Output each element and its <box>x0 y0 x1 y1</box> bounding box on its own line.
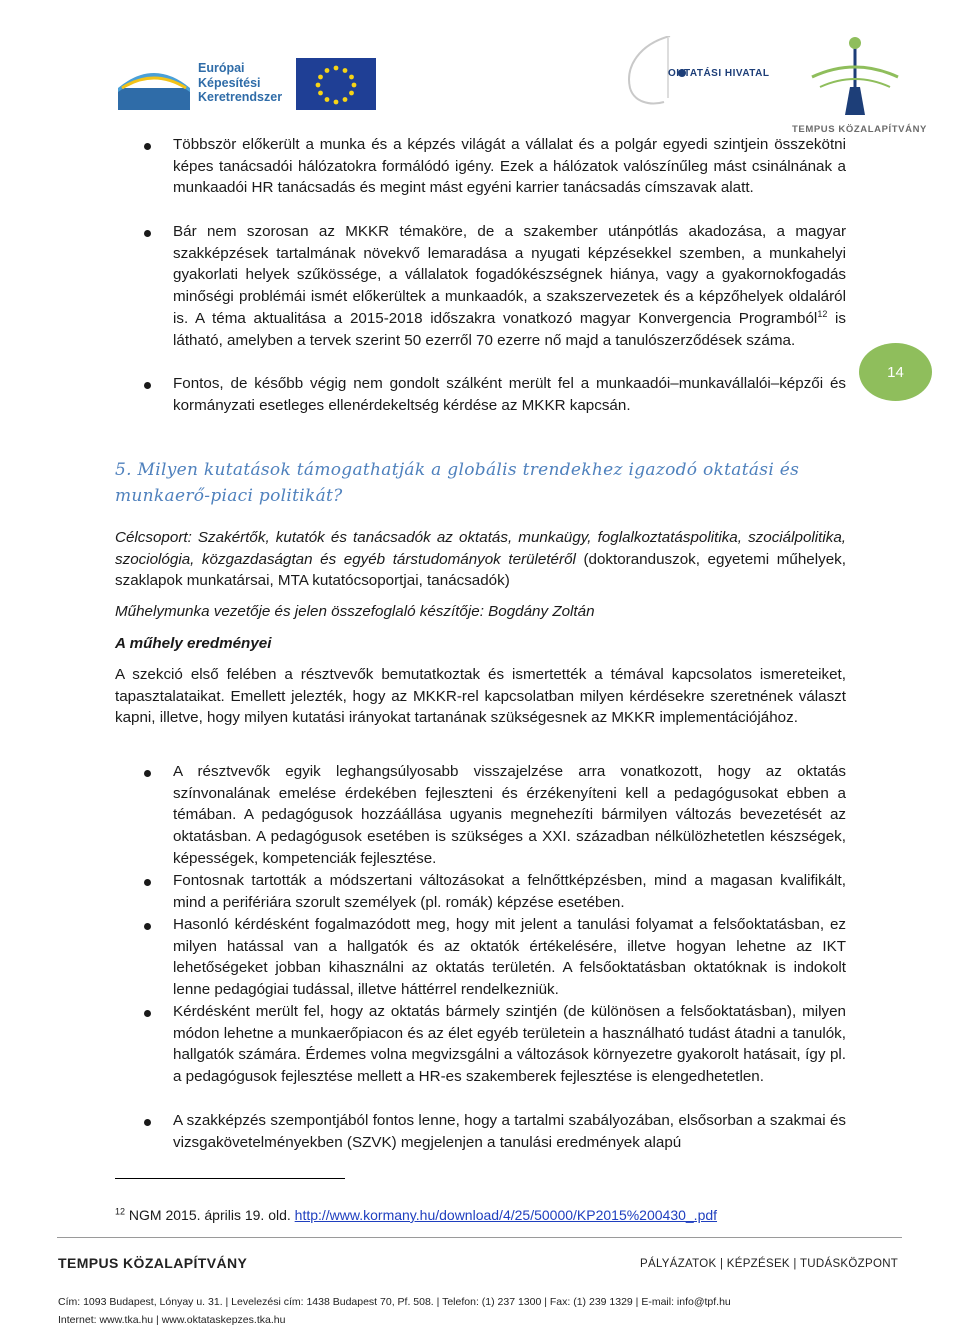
footnote: $^{12}$ NGM 2015. április 19. old. http://www.kormany.hu/download/4/25/50000/KP2015%200430_.pdf <box>115 1206 718 1223</box>
list-item: A szakképzés szempontjából fontos lenne, hogy a tartalmi szabályozában, elsősorban a szakmai és vizsgakövetelményekben (SZVK) megjelenjen a tanulási eredmények alapú <box>173 1112 846 1151</box>
bullet-icon <box>144 143 151 150</box>
ekkr-logo <box>118 58 378 110</box>
list-item: Kérdésként merült fel, hogy az oktatás bármely szintjén (de különösen a felsőoktatásban), milyen módon lehetne a munkaerőpiacon és az élet egyéb területein a használható tudást átadni a tanulók, hallgatók számára. Érdemes volna megvizsgálni a változások környezetre gyakorolt hatásait, így pl. a pedagógusok fejlesztése mellett a HR-es szakemberek fejlesztése is elengedhetetlen. <box>173 1003 846 1086</box>
bullet-icon <box>144 770 151 777</box>
ekkr-logo-text: Európai Képesítési Keretrendszer <box>198 61 283 104</box>
footnote-link[interactable]: http://www.kormany.hu/download/4/25/50000/KP2015%200430_.pdf <box>294 1207 718 1223</box>
footer-address: Cím: 1093 Budapest, Lónyay u. 31. | Levelezési cím: 1438 Budapest 70, Pf. 508. | Telefon: (1) 237 1300 | Fax: (1) 239 1329 | E-mail: info@tpf.hu <box>58 1296 731 1308</box>
intro-paragraph: A szekció első felében a résztvevők bemutatkoztak és ismertették a témával kapcsolatos ismereteiket, tapasztalataikat. Emellett jelezték, hogy az MKKR-rel kapcsolatban milyen kérdésekre szeretnének választ kapni, illetve, hogy milyen kutatási irányokat tartanának szükségesnek az MKKR implementációjához. <box>115 666 846 727</box>
footer-nav: PÁLYÁZATOK | KÉPZÉSEK | TUDÁSKÖZPONT <box>640 1258 899 1270</box>
footer-divider <box>57 1237 902 1238</box>
list-item: Hasonló kérdésként fogalmazódott meg, hogy mit jelent a tanulási folyamat a felsőoktatásban, ez milyen hatással van a hallgatók és az oktatók értékelésére, illetve hogyan lehetne az IKT lehetőségeket jobban kihasználni az oktatás területén. A felsőoktatásban oktatóknak is indokolt lenne pedagógiai tudással, illetve háttérrel rendelkezniük. <box>173 916 846 999</box>
list-item: Fontosnak tartották a módszertani változásokat a felnőttképzésben, mind a magasan kvalifikált, mind a perifériára szorult személyek (pl. romák) képzése esetében. <box>173 872 846 911</box>
footer-web: Internet: www.tka.hu | www.oktataskepzes.tka.hu <box>58 1314 286 1326</box>
bullet-icon <box>144 879 151 886</box>
ekkr-bridge-icon <box>118 58 190 110</box>
list-item: Bár nem szorosan az MKKR témaköre, de a szakember utánpótlás akadozása, a magyar szakképzések tartalmának növekvő lemaradása a nyugati képzésekkel szemben, a munkahelyi gyakorlati helyek szűkössége, a vállalatok fogadókészségnek hiánya, vagy a gyakornokfogadás minőségi problémái ismét előkerültek a munkaadók, a szakszervezetek és a képzőhelyek oldaláról is. A téma aktualitása a 2015-2018 időszakra vonatkozó magyar Konvergencia Programból$^{12}$ is látható, amelyben a tervek szerint 50 ezerről 70 ezerre nő majd a tanulószerződések száma. <box>173 223 846 349</box>
page-number-badge: 14 <box>859 343 932 401</box>
bullet-icon <box>144 382 151 389</box>
tempus-emblem-icon <box>790 35 920 123</box>
footnote-ref: 12 <box>817 308 828 319</box>
results-title: A műhely eredményei <box>115 635 272 652</box>
target-group: Célcsoport: Szakértők, kutatók és tanácsadók az oktatás, munkaügy, foglalkoztatáspolitika, szociálpolitika, szociológia, közgazdaságtan és egyéb társtudományok területéről (doktoranduszok, egyetemi műhelyek, szaklapok munkatársai, MTA kutatócsoportjai, tanácsadók) <box>115 529 846 590</box>
oktatasi-hivatal-label: OKTATÁSI HIVATAL <box>668 68 770 79</box>
footnote-divider <box>115 1178 345 1179</box>
bullet-icon <box>144 1010 151 1017</box>
bullet-icon <box>144 1119 151 1126</box>
eu-flag-icon <box>296 58 376 110</box>
list-item: Fontos, de később végig nem gondolt szálként merült fel a munkaadói–munkavállalói–képzői és kormányzati esetleges ellenérdekeltség kérdése az MKKR kapcsán. <box>173 375 846 414</box>
oktatasi-hivatal-logo <box>620 36 780 106</box>
section-heading: 5. Milyen kutatások támogathatják a globális trendekhez igazodó oktatási és munkaerő-piaci politikát? <box>115 460 800 506</box>
list-item: A résztvevők egyik leghangsúlyosabb visszajelzése arra vonatkozott, hogy az oktatás színvonalának emelése érdekében fejleszteni és érzékenyíteni kell a pedagógusokat ebben a témában. A pedagógusok hozzáállása ugyanis megnehezíti bármilyen változás bevezetését az oktatásban. A pedagógusok esetében is szükséges a XXI. században nélkülözhetetlen készségek, képességek, kompetenciák fejlesztése. <box>173 763 846 867</box>
bullet-icon <box>144 230 151 237</box>
footer-brand: TEMPUS KÖZALAPÍTVÁNY <box>58 1255 248 1271</box>
tempus-logo-text: TEMPUS KÖZALAPÍTVÁNY <box>792 124 927 135</box>
tempus-logo <box>790 35 927 135</box>
workshop-leader: Műhelymunka vezetője és jelen összefoglaló készítője: Bogdány Zoltán <box>115 603 595 620</box>
bullet-icon <box>144 923 151 930</box>
list-item: Többször előkerült a munka és a képzés világát a vállalat és a polgár egyedi szintjein összekötni képes tanácsadói hálózatokra formálódó igény. Ezek a hálózatok valószínűleg mást csinálnának a munkaadói HR tanácsadás és megint mást egyéni karrier tanácsadás címszavak alatt. <box>173 136 846 197</box>
